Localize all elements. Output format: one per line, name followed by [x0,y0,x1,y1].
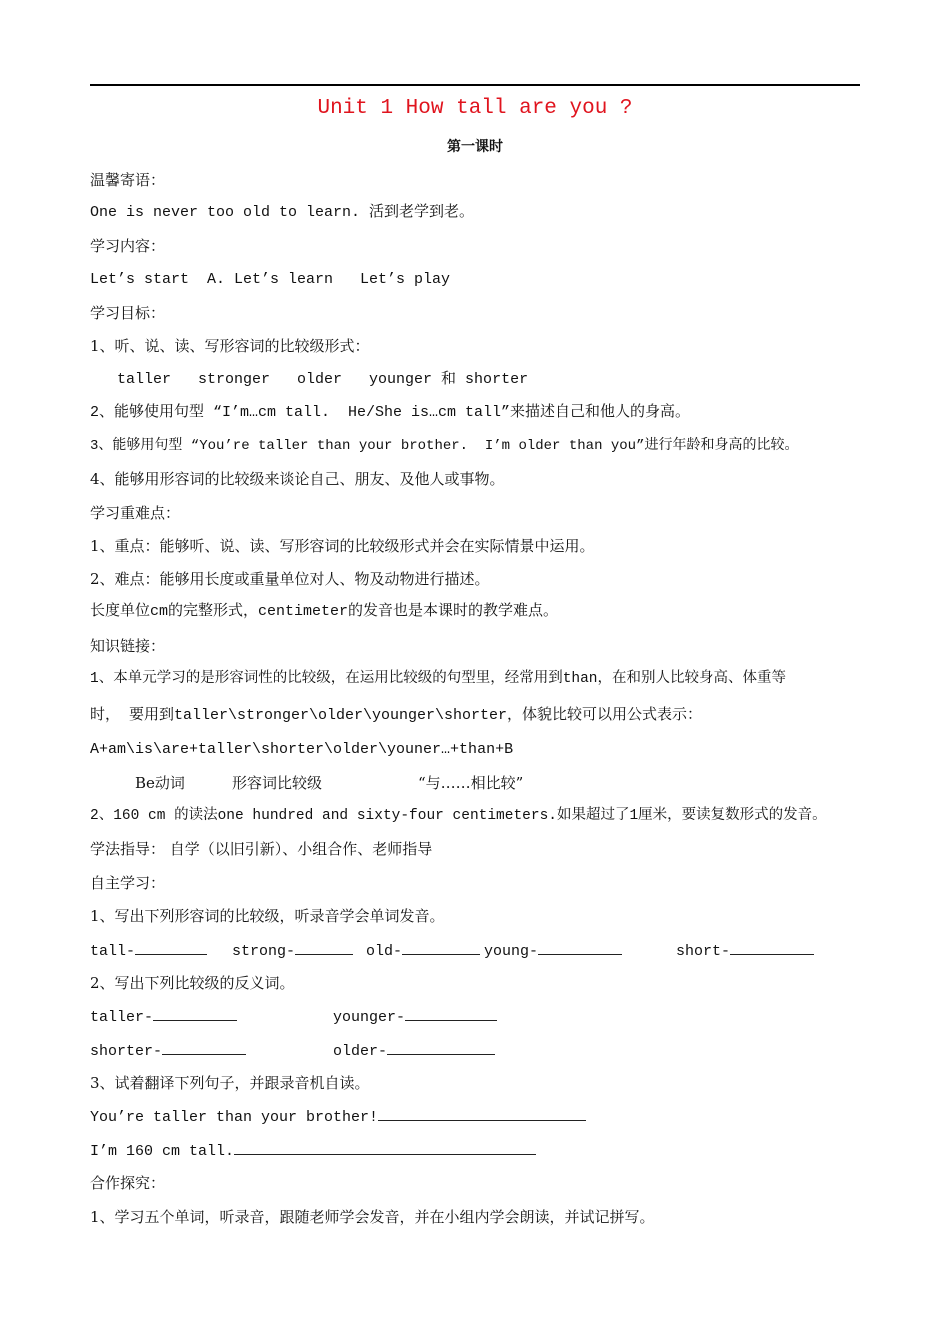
knowledge-text: 1、本单元学习的是形容词性的比较级，在运用比较级的句型里，经常用到than，在和别人比较身高、体重等 [90,671,787,687]
knowledge-text: 2、160 cm 的读法one hundred and sixty-four centimeters.如果超过了1厘米，要读复数形式的发音。 [90,808,827,824]
exercise-instruction: 2、写出下列比较级的反义词。 [90,974,295,992]
answer-blank[interactable] [387,1040,495,1055]
exercise-item: I’m 160 cm tall. [90,1140,536,1162]
knowledge-text: 时， 要用到taller\stronger\older\younger\shorter，体貌比较可以用公式表示： [90,707,703,724]
exercise-item: You’re taller than your brother! [90,1106,586,1128]
page-title: Unit 1 How tall are you ? [317,97,633,120]
exercise-item: taller- [90,1006,237,1028]
key-point: 2、难点：能够用长度或重量单位对人、物及动物进行描述。 [90,570,490,588]
exercise-item: short- [676,940,814,962]
exercise-instruction: 1、写出下列形容词的比较级，听录音学会单词发音。 [90,907,445,925]
answer-blank[interactable] [135,940,207,955]
formula-note: Be动词 [135,774,185,792]
header-rule [90,84,860,86]
section-heading: 学习重难点： [90,504,181,522]
answer-blank[interactable] [234,1140,536,1155]
objective-item: 4、能够用形容词的比较级来谈论自己、朋友、及他人或事物。 [90,470,505,488]
answer-blank[interactable] [402,940,480,955]
answer-blank[interactable] [405,1006,497,1021]
content-text: Let’s start A. Let’s learn Let’s play [90,271,451,288]
key-point: 长度单位cm的完整形式，centimeter的发音也是本课时的教学难点。 [90,603,559,620]
formula-note: 形容词比较级 [232,774,323,792]
exercise-instruction: 1、学习五个单词，听录音，跟随老师学会发音，并在小组内学会朗读，并试记拼写。 [90,1208,655,1226]
answer-blank[interactable] [162,1040,246,1055]
exercise-item: tall- [90,940,207,962]
formula-note: “与……相比较” [418,774,524,792]
exercise-item: young- [484,940,622,962]
objective-item: 2、能够使用句型 “I’m…cm tall. He/She is…cm tall”来描述自己和他人的身高。 [90,404,691,421]
exercise-item: older- [333,1040,495,1062]
word-list: taller stronger older younger 和 shorter [90,371,529,388]
exercise-instruction: 3、试着翻译下列句子，并跟录音机自读。 [90,1074,370,1092]
page-subtitle: 第一课时 [447,139,503,155]
section-heading: 自主学习： [90,874,166,892]
section-heading: 合作探究： [90,1174,166,1192]
section-heading: 温馨寄语： [90,171,166,189]
section-heading: 学习目标： [90,304,166,322]
exercise-item: younger- [333,1006,497,1028]
exercise-item: old- [366,940,480,962]
key-point: 1、重点：能够听、说、读、写形容词的比较级形式并会在实际情景中运用。 [90,537,595,555]
motto-text: One is never too old to learn. 活到老学到老。 [90,204,475,221]
answer-blank[interactable] [153,1006,237,1021]
exercise-item: shorter- [90,1040,246,1062]
answer-blank[interactable] [538,940,622,955]
exercise-item: strong- [232,940,353,962]
answer-blank[interactable] [295,940,353,955]
objective-item: 1、听、说、读、写形容词的比较级形式： [90,337,370,355]
section-heading: 学习内容： [90,237,166,255]
answer-blank[interactable] [730,940,814,955]
objective-item: 3、能够用句型 “You’re taller than your brother. I’m older than you”进行年龄和身高的比较。 [90,438,799,454]
section-heading: 知识链接： [90,637,166,655]
method-text: 学法指导： 自学（以旧引新）、小组合作、老师指导 [90,840,433,858]
answer-blank[interactable] [378,1106,586,1121]
formula: A+am\is\are+taller\shorter\older\youner…+than+B [90,741,514,758]
